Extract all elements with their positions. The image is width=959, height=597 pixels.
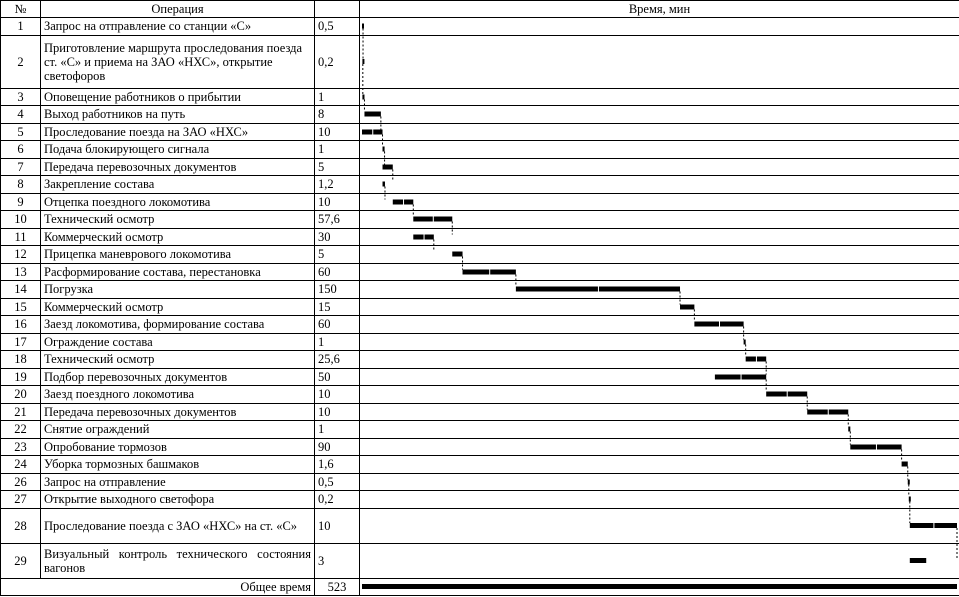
row-number: 12 [1, 246, 41, 264]
row-operation: Проследование поезда с ЗАО «НХС» на ст. «С» [41, 508, 315, 543]
row-number: 15 [1, 298, 41, 316]
table-row [1, 228, 959, 246]
table-row [1, 491, 959, 509]
row-duration: 1,2 [315, 176, 360, 194]
table-row [1, 18, 959, 36]
row-gantt-cell [360, 386, 959, 404]
table-row [1, 88, 959, 106]
total-gantt-cell [360, 578, 959, 595]
row-operation: Открытие выходного светофора [41, 491, 315, 509]
total-value: 523 [315, 578, 360, 595]
row-duration: 0,2 [315, 35, 360, 88]
row-gantt-cell [360, 228, 959, 246]
row-gantt-cell [360, 456, 959, 474]
row-gantt-cell [360, 193, 959, 211]
header-number: № [1, 1, 41, 18]
row-duration: 15 [315, 298, 360, 316]
row-number: 28 [1, 508, 41, 543]
row-number: 27 [1, 491, 41, 509]
row-operation: Оповещение работников о прибытии [41, 88, 315, 106]
row-operation: Визуальный контроль технического состояния вагонов [41, 543, 315, 578]
row-gantt-cell [360, 438, 959, 456]
row-number: 13 [1, 263, 41, 281]
table-row [1, 508, 959, 543]
row-number: 7 [1, 158, 41, 176]
row-number: 18 [1, 351, 41, 369]
table-row [1, 456, 959, 474]
row-gantt-cell [360, 491, 959, 509]
header-operation: Операция [41, 1, 315, 18]
row-duration: 150 [315, 281, 360, 299]
row-gantt-cell [360, 351, 959, 369]
row-number: 9 [1, 193, 41, 211]
row-duration: 5 [315, 158, 360, 176]
row-gantt-cell [360, 316, 959, 334]
row-number: 10 [1, 211, 41, 229]
row-gantt-cell [360, 421, 959, 439]
row-number: 3 [1, 88, 41, 106]
row-duration: 10 [315, 403, 360, 421]
row-gantt-cell [360, 263, 959, 281]
table-row [1, 281, 959, 299]
row-operation: Запрос на отправление со станции «С» [41, 18, 315, 36]
row-duration: 1 [315, 141, 360, 159]
table-row [1, 35, 959, 88]
table-row [1, 368, 959, 386]
row-duration: 60 [315, 316, 360, 334]
row-operation: Отцепка поездного локомотива [41, 193, 315, 211]
row-gantt-cell [360, 176, 959, 194]
row-operation: Коммерческий осмотр [41, 228, 315, 246]
row-operation: Снятие ограждений [41, 421, 315, 439]
row-duration: 0,5 [315, 473, 360, 491]
row-gantt-cell [360, 473, 959, 491]
row-gantt-cell [360, 123, 959, 141]
row-gantt-cell [360, 543, 959, 578]
table-row [1, 211, 959, 229]
table-row [1, 123, 959, 141]
table-row [1, 543, 959, 578]
table-row [1, 141, 959, 159]
row-number: 6 [1, 141, 41, 159]
row-number: 24 [1, 456, 41, 474]
row-number: 20 [1, 386, 41, 404]
row-gantt-cell [360, 35, 959, 88]
row-duration: 1 [315, 88, 360, 106]
table-row [1, 421, 959, 439]
row-number: 29 [1, 543, 41, 578]
row-gantt-cell [360, 368, 959, 386]
row-operation: Закрепление состава [41, 176, 315, 194]
table-row [1, 246, 959, 264]
table-row [1, 403, 959, 421]
row-duration: 10 [315, 123, 360, 141]
table-row [1, 316, 959, 334]
row-duration: 1 [315, 333, 360, 351]
row-operation: Технический осмотр [41, 351, 315, 369]
row-duration: 3 [315, 543, 360, 578]
row-gantt-cell [360, 18, 959, 36]
row-number: 23 [1, 438, 41, 456]
row-number: 16 [1, 316, 41, 334]
row-duration: 8 [315, 106, 360, 124]
row-duration: 0,5 [315, 18, 360, 36]
table-row [1, 298, 959, 316]
row-number: 1 [1, 18, 41, 36]
row-operation: Опробование тормозов [41, 438, 315, 456]
row-number: 8 [1, 176, 41, 194]
row-duration: 90 [315, 438, 360, 456]
table-row [1, 473, 959, 491]
table-header-row [1, 1, 959, 18]
row-duration: 1,6 [315, 456, 360, 474]
row-number: 21 [1, 403, 41, 421]
row-duration: 50 [315, 368, 360, 386]
row-duration: 25,6 [315, 351, 360, 369]
table-row [1, 438, 959, 456]
row-number: 14 [1, 281, 41, 299]
header-value [315, 1, 360, 18]
row-gantt-cell [360, 106, 959, 124]
row-gantt-cell [360, 88, 959, 106]
row-gantt-cell [360, 508, 959, 543]
row-operation: Передача перевозочных документов [41, 403, 315, 421]
header-time: Время, мин [360, 1, 959, 18]
row-duration: 5 [315, 246, 360, 264]
row-number: 19 [1, 368, 41, 386]
row-operation: Заезд поездного локомотива [41, 386, 315, 404]
table-row [1, 263, 959, 281]
row-operation: Подбор перевозочных документов [41, 368, 315, 386]
row-operation: Технический осмотр [41, 211, 315, 229]
row-gantt-cell [360, 298, 959, 316]
row-number: 5 [1, 123, 41, 141]
row-number: 2 [1, 35, 41, 88]
total-label: Общее время [1, 578, 315, 595]
row-operation: Приготовление маршрута проследования поезда ст. «С» и приема на ЗАО «НХС», открытие светофоров [41, 35, 315, 88]
row-gantt-cell [360, 333, 959, 351]
row-operation: Погрузка [41, 281, 315, 299]
row-operation: Заезд локомотива, формирование состава [41, 316, 315, 334]
table-row [1, 176, 959, 194]
row-number: 22 [1, 421, 41, 439]
row-operation: Проследование поезда на ЗАО «НХС» [41, 123, 315, 141]
row-operation: Подача блокирующего сигнала [41, 141, 315, 159]
row-gantt-cell [360, 141, 959, 159]
row-gantt-cell [360, 403, 959, 421]
table-row [1, 351, 959, 369]
row-number: 26 [1, 473, 41, 491]
row-operation: Уборка тормозных башмаков [41, 456, 315, 474]
total-row [1, 578, 959, 595]
row-number: 17 [1, 333, 41, 351]
row-number: 11 [1, 228, 41, 246]
row-number: 4 [1, 106, 41, 124]
row-gantt-cell [360, 281, 959, 299]
row-operation: Запрос на отправление [41, 473, 315, 491]
row-operation: Ограждение состава [41, 333, 315, 351]
table-row [1, 106, 959, 124]
row-operation: Расформирование состава, перестановка [41, 263, 315, 281]
row-duration: 60 [315, 263, 360, 281]
row-duration: 1 [315, 421, 360, 439]
table-row [1, 193, 959, 211]
row-duration: 10 [315, 193, 360, 211]
row-operation: Коммерческий осмотр [41, 298, 315, 316]
table-row [1, 386, 959, 404]
row-gantt-cell [360, 158, 959, 176]
table-row [1, 158, 959, 176]
row-gantt-cell [360, 211, 959, 229]
row-operation: Передача перевозочных документов [41, 158, 315, 176]
table-row [1, 333, 959, 351]
row-duration: 0,2 [315, 491, 360, 509]
row-duration: 10 [315, 386, 360, 404]
row-gantt-cell [360, 246, 959, 264]
row-duration: 57,6 [315, 211, 360, 229]
row-duration: 10 [315, 508, 360, 543]
row-operation: Выход работников на путь [41, 106, 315, 124]
row-duration: 30 [315, 228, 360, 246]
row-operation: Прицепка маневрового локомотива [41, 246, 315, 264]
